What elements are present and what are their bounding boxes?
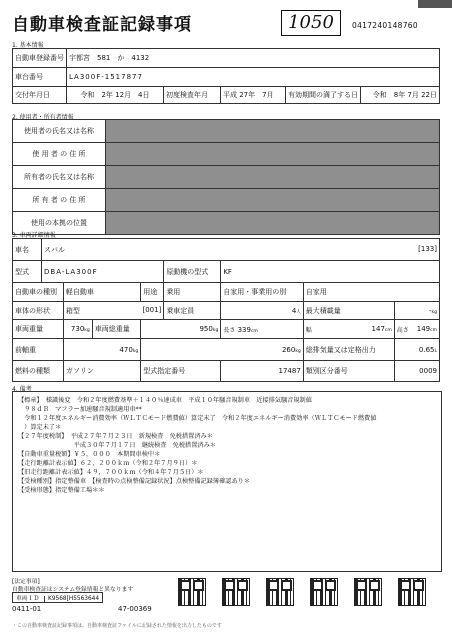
body-label: 車体の形状	[13, 302, 64, 320]
owner-row-label: 所 有 者 の 住 所	[13, 189, 106, 212]
notes-line: ９８ｄＢ マフラー加速騒音規制適用車**	[18, 406, 142, 413]
owner-row-label: 使 用 者 の 住 所	[13, 143, 106, 166]
fuel-label: 燃料の種類	[13, 361, 64, 382]
notes-line: 【２７年度税制】 平成２７年７月２３日 新規検査 免税措置済み＊	[18, 433, 213, 440]
redacted-field	[106, 143, 440, 166]
capacity-label: 乗車定員	[164, 302, 221, 320]
category-label: 類別区分番号	[303, 361, 394, 382]
redacted-field	[106, 120, 440, 143]
section-owner-label: 2. 使用者・所有者情報	[12, 114, 74, 121]
qr-code-icon	[310, 578, 338, 606]
rear-axle-value: 260	[281, 345, 296, 354]
footer-label: [法定事項]	[12, 579, 40, 585]
document-number: 0417240148760	[352, 21, 418, 30]
vin-label: 車台番号	[13, 68, 67, 87]
vehicle-table: 車名 スバル [133] 型式 DBA-LA300F 原動機の型式 KF 自動車の種別 軽自動車 用途 乗用 自家用・事業用の別 自家用 車体の形状 箱型 [001] 乗車定員 4人 最大積載量 -kg 車両重量 730kg 車両総重量 950kg 長さ 339cm 幅 147cm 高さ 149cm 前軸重 470kg 260kg 総排気量又は定格出力 0.65L 燃料の種類 ガソリン 型式指定番号 17487 類別区分番号 0009	[12, 238, 440, 382]
car-id-box	[12, 592, 103, 603]
section-notes-label: 4. 備考	[12, 386, 32, 393]
first-reg-value: 平成 27年 7月	[221, 87, 286, 104]
footer-bottom-line: ・この自動車検査証記録事項は、自動車検査証ファイルに記録された情報を出力したものです	[12, 623, 222, 629]
expiry-value: 令和 8年 7月 22日	[361, 87, 440, 104]
section-basic-label: 1. 基本情報	[12, 42, 44, 49]
maker-label: 車名	[13, 239, 42, 261]
width-value: 147	[371, 324, 385, 333]
notes-line: ）算定未了＊	[18, 424, 62, 431]
issue-date-value: 令和 2年 12月 4日	[67, 87, 164, 104]
height-label: 高さ	[396, 326, 409, 334]
car-id-label: 車両ＩＤ	[16, 596, 40, 602]
kind-label: 自動車の種別	[13, 283, 64, 302]
redacted-field	[106, 189, 440, 212]
code-left: 0411-01	[12, 605, 42, 613]
notes-line: 【受検形態】指定整備工場＊＊	[18, 487, 105, 494]
owner-row-label: 使用の本拠の位置	[13, 212, 106, 235]
gross-value: 950	[199, 325, 213, 333]
basic-info-table	[12, 48, 440, 104]
max-load-label: 最大積載量	[303, 302, 394, 320]
qr-code-icon	[398, 578, 426, 606]
maker-code: [133]	[418, 244, 437, 253]
notes-line: 【走行距離計表示値】６２，２００ｋｍ（令和２年７月９日）＊	[18, 460, 198, 467]
category-value: 0009	[394, 361, 439, 382]
qr-code-icon	[178, 578, 206, 606]
gross-label: 車両総重量	[92, 320, 141, 339]
notes-box	[12, 391, 442, 572]
expiry-label: 有効期間の満了する日	[286, 87, 361, 104]
handwritten-number: 1050	[281, 10, 341, 36]
first-reg-label: 初度検査年月	[164, 87, 221, 104]
engine-value: KF	[221, 261, 440, 283]
car-id-value: K9568[H5563644	[44, 596, 99, 602]
notes-line: 令和１２年度エネルギー消費効率（ＷＬＴＣモード燃費値）算定未了 令和２年度エネルギー消費効率（ＷＬＴＣモード燃費値	[18, 415, 377, 422]
front-axle-value: 470	[119, 345, 133, 354]
reg-number-value: 宇都宮 581 か 4132	[67, 49, 440, 68]
qr-code-icon	[222, 578, 250, 606]
purpose-value: 自家用	[303, 283, 439, 302]
weight-label: 車両重量	[13, 320, 64, 339]
displacement-value: 0.65	[418, 345, 435, 354]
code-mid: 47-00369	[118, 605, 152, 613]
model-label: 型式	[13, 261, 42, 283]
type-designation-label: 型式指定番号	[141, 361, 221, 382]
maker-value: スバル	[44, 245, 65, 254]
engine-label: 原動機の型式	[164, 261, 221, 283]
vin-value: LA300F-1517877	[67, 68, 440, 87]
issue-date-label: 交付年月日	[13, 87, 67, 104]
notes-line: 【自動車重量税額】￥５，０００ 本期間車検中＊	[18, 451, 161, 458]
type-designation-value: 17487	[221, 361, 303, 382]
length-value: 339	[237, 325, 251, 334]
owner-row-label: 使用者の氏名又は名称	[13, 120, 106, 143]
notes-line: 【受検種別】指定整備車 【検査時の点検整備記録状況】点検整備記録簿確認あり＊	[18, 478, 251, 485]
max-load-value: -	[429, 306, 432, 315]
owner-row-label: 所有者の氏名又は名称	[13, 166, 106, 189]
body-code: [001]	[142, 305, 162, 314]
capacity-value: 4	[291, 306, 297, 315]
displacement-label: 総排気量又は定格出力	[303, 339, 394, 361]
owner-table	[12, 119, 440, 235]
front-axle-label: 前軸重	[13, 339, 64, 361]
section-vehicle-label: 3. 車両詳細情報	[12, 232, 56, 239]
reg-number-label: 自動車登録番号	[13, 49, 67, 68]
notes-line: 【旧走行距離計表示値】４９，７００ｋｍ（令和４年７月５日）＊	[18, 469, 204, 476]
fuel-value: ガソリン	[63, 361, 140, 382]
kind-value: 軽自動車	[63, 283, 140, 302]
use-value: 乗用	[164, 283, 221, 302]
notes-line: 【標章】 様識後変 令和２年度燃費基準＋１４０％達成車 平成１０年騒音規制車 近接排気騒音規制値	[18, 397, 312, 404]
qr-code-icon	[354, 578, 382, 606]
qr-code-icon	[266, 578, 294, 606]
purpose-label: 自家用・事業用の別	[221, 283, 303, 302]
length-label: 長さ	[223, 326, 236, 334]
footer-note: 自動車検査証はシステム登録情報と異なります	[12, 587, 134, 593]
redacted-field	[106, 166, 440, 189]
body-value: 箱型	[65, 306, 80, 315]
weight-value: 730	[70, 325, 85, 333]
redaction-block	[418, 0, 452, 8]
redacted-field	[106, 212, 440, 235]
width-label: 幅	[305, 326, 312, 334]
notes-line: 平成３０年７月１７日 継続検査 免税措置済み＊	[18, 442, 216, 449]
model-value: DBA-LA300F	[42, 261, 164, 283]
use-label: 用途	[141, 283, 164, 302]
height-value: 149	[416, 324, 431, 333]
document-title: 自動車検査証記録事項	[12, 15, 192, 35]
